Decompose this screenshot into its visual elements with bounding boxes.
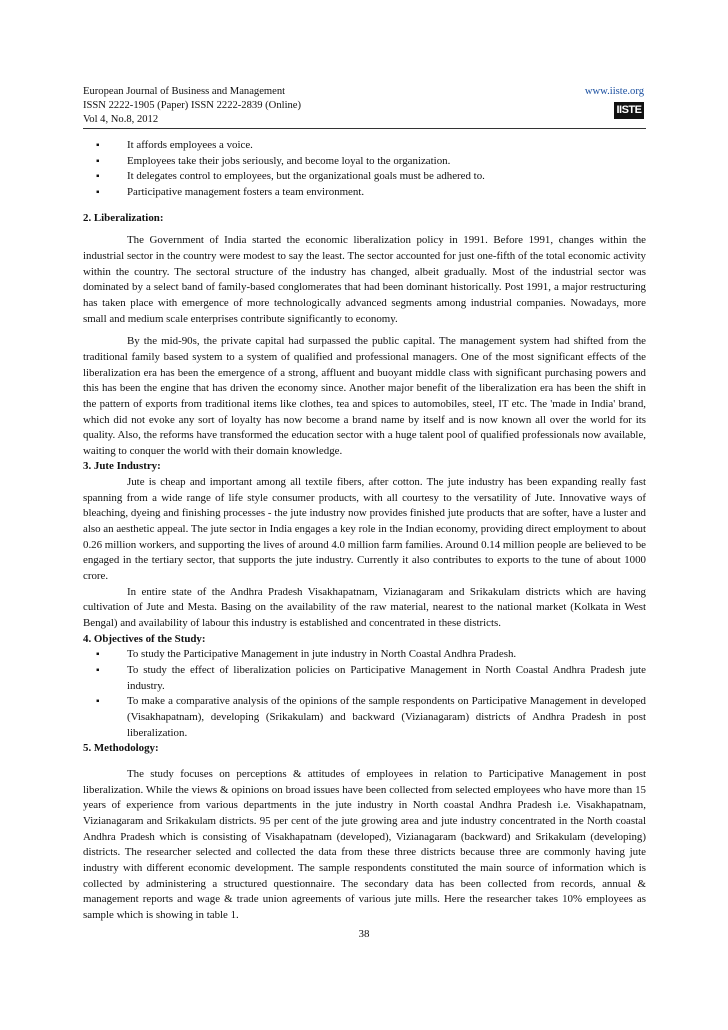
- intro-bullet-list: [83, 138, 646, 201]
- list-item: ▪ Employees take their jobs seriously, and become loyal to the organization.: [83, 154, 646, 170]
- objectives-list: [83, 647, 646, 741]
- paragraph: Jute is cheap and important among all textile fibers, after cotton. The jute industry has been expanding really fast spanning from a wide range of life style consumer products, with all courtesy to the versatility of Jute. Innovative ways of bleaching, dyeing and finishing processes - the jute industry now provides finished jute products that are softer, have a luster and also an aesthetic appeal. The jute sector in India engages a key role in the Indian economy, providing direct employment to about 0.26 million workers, and supporting the lives of around 4.0 million farm families. Around 0.14 million people are believed to be engaged in the tertiary sector, that supports the jute industry. Currently it also contributes to exports to the tune of about 1000 crore.: [83, 476, 646, 583]
- volume-line: Vol 4, No.8, 2012: [83, 114, 159, 126]
- paragraph: In entire state of the Andhra Pradesh Visakhapatnam, Vizianagaram and Srikakulam districts which are having cultivation of Jute and Mesta. Basing on the availability of the raw material, nearest to the national market (Kolkata in West Bengal) and availability of labour this industry is established and concentrated in these districts.: [83, 585, 646, 630]
- journal-url-link[interactable]: www.iiste.org: [584, 86, 644, 97]
- list-item: ▪ It affords employees a voice.: [83, 138, 646, 154]
- paragraph: The study focuses on perceptions & attitudes of employees in relation to Participative Management in post liberalization. While the views & opinions on broad issues have been collected from selected employees who have more than 15 years of experience from various departments in the jute industry in North coastal Andhra Pradesh i.e. Visakhapatnam, Vizianagaram and Srikakulam districts. 95 per cent of the jute growing area and jute industry concentrated in the North coastal Andhra Pradesh which is consisting of Visakhapatnam (developed), Vizianagaram (backward) and Srikakulam (developing) districts. The researcher selected and collected the data from these three districts because three are commonly having jute industry with different economic development. The sample respondents constituted the main source of information which is collected by administering a structured questionnaire. The secondary data has been collected from records, annual & management reports and wage & trade union agreements of various jute mills. Here the researcher takes 10% employees as sample which is showing in table 1.: [83, 767, 646, 921]
- list-item: ▪ To make a comparative analysis of the opinions of the sample respondents on Participative Management in developed (Visakhapatnam), developing (Srikakulam) and backward (Vizianagaram) districts of Andhra Pradesh in post liberalization.: [83, 694, 646, 741]
- issn-line: ISSN 2222-1905 (Paper) ISSN 2222-2839 (Online): [83, 100, 302, 112]
- list-item: ▪ To study the Participative Management in jute industry in North Coastal Andhra Pradesh.: [83, 647, 646, 663]
- journal-title: European Journal of Business and Management: [83, 86, 286, 97]
- article-body: [83, 138, 646, 924]
- list-item: ▪ It delegates control to employees, but the organizational goals must be adhered to.: [83, 169, 646, 185]
- list-item: ▪ Participative management fosters a team environment.: [83, 185, 646, 201]
- paragraph: The Government of India started the economic liberalization policy in 1991. Before 1991, changes within the industrial sector in the country were modest to say the least. The sector accounted for just one-fifth of the total economic activity within the country. The sectoral structure of the industry has changed, albeit gradually. Most of the industrial sector was dominated by a select band of family-based conglomerates that had been dominant historically. Post 1991, a major restructuring has taken place with emergence of more technologically advanced segments among industrial companies. Nowadays, more small and medium scale enterprises contribute significantly to economy.: [83, 234, 646, 325]
- section-heading-methodology: 5. Methodology:: [83, 742, 159, 755]
- section-heading-objectives: 4. Objectives of the Study:: [83, 632, 206, 645]
- page-header: [83, 85, 646, 128]
- header-divider: [83, 128, 646, 129]
- page-number: 38: [358, 928, 370, 940]
- section-heading-jute: 3. Jute Industry:: [83, 460, 161, 473]
- paragraph: By the mid-90s, the private capital had surpassed the public capital. The management system had shifted from the traditional family based system to a system of qualified and professional managers. One of the most significant effects of the liberalization era has been the emergence of a strong, affluent and buoyant middle class with significant purchasing powers and this has been the engine that has driven the economy since. Another major benefit of the liberalization era has been the shift in the pattern of exports from traditional items like clothes, tea and spices to automobiles, steel, IT etc. The 'made in India' brand, which did not evoke any sort of loyalty has now become a brand name by itself and is now known all over the world for its quality. Also, the reforms have transformed the education sector with a huge talent pool of qualified professionals now available, waiting to conquer the world with their domain knowledge.: [83, 335, 646, 457]
- iiste-logo: IISTE: [614, 102, 644, 119]
- section-heading-liberalization: 2. Liberalization:: [83, 211, 164, 224]
- list-item: ▪ To study the effect of liberalization policies on Participative Management in North Coastal Andhra Pradesh jute industry.: [83, 663, 646, 694]
